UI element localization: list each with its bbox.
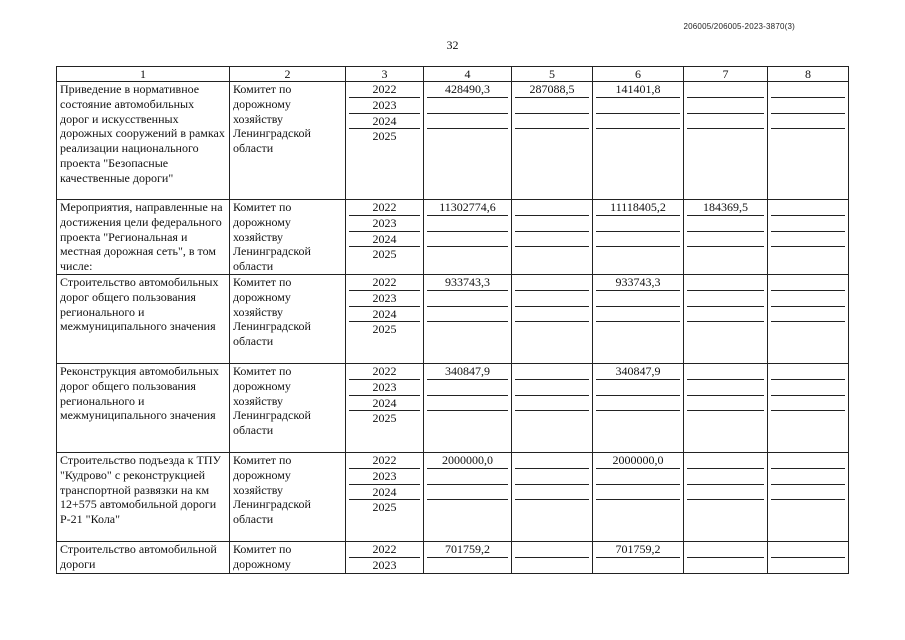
amount-value: [687, 485, 764, 501]
amount-value: [515, 500, 589, 515]
amount-cell-c4: [424, 82, 512, 200]
amount-value: [596, 485, 680, 501]
executor-cell: Комитет по дорожному хозяйству Ленинградской области: [230, 274, 346, 363]
amount-cell-c8: [768, 82, 849, 200]
amount-value: [596, 216, 680, 232]
amount-value: [427, 114, 508, 130]
amount-value: [515, 216, 589, 232]
column-header: 5: [512, 67, 593, 82]
amount-value: [771, 542, 845, 558]
amount-value: [596, 469, 680, 485]
year-cell: [346, 82, 424, 200]
amount-value: [427, 322, 508, 337]
amount-value: [771, 114, 845, 130]
amount-value: [687, 500, 764, 515]
amount-value: [427, 469, 508, 485]
amount-cell-c5: [512, 82, 593, 200]
amount-value: [515, 396, 589, 412]
measure-name-cell: Реконструкция автомобильных дорог общего пользования регионального и межмуниципального значения: [57, 363, 230, 452]
amount-value: [596, 129, 680, 144]
amount-value: [515, 453, 589, 469]
amount-value: [427, 411, 508, 426]
amount-value: [771, 558, 845, 573]
measure-name-cell: Строительство автомобильной дороги: [57, 541, 230, 573]
amount-value: [687, 396, 764, 412]
amount-value: [515, 380, 589, 396]
amount-value: [596, 232, 680, 248]
executor-cell: Комитет по дорожному хозяйству Ленинградской области: [230, 452, 346, 541]
year-value: 2024: [349, 307, 420, 323]
amount-cell-c4: [424, 452, 512, 541]
year-value: 2025: [372, 322, 397, 337]
amount-cell-c5: [512, 274, 593, 363]
year-value: 2024: [349, 114, 420, 130]
amount-value: 701759,2: [427, 542, 508, 558]
amount-value: [427, 380, 508, 396]
amount-cell-c6: [593, 363, 684, 452]
year-value: 2022: [349, 364, 420, 380]
amount-value: [515, 129, 589, 144]
year-value: 2024: [349, 396, 420, 412]
amount-value: [771, 469, 845, 485]
amount-value: [515, 542, 589, 558]
year-value: 2023: [349, 98, 420, 114]
amount-cell-c7: [684, 452, 768, 541]
amount-value: [427, 291, 508, 307]
amount-value: [515, 114, 589, 130]
amount-value: [596, 500, 680, 515]
amount-cell-c8: [768, 274, 849, 363]
amount-value: 141401,8: [596, 82, 680, 98]
amount-value: [687, 411, 764, 426]
amount-value: [687, 275, 764, 291]
year-value: 2025: [372, 411, 397, 426]
amount-cell-c7: [684, 274, 768, 363]
amount-value: 11302774,6: [427, 200, 508, 216]
amount-value: [427, 129, 508, 144]
amount-value: [771, 453, 845, 469]
amount-value: [687, 380, 764, 396]
executor-cell: Комитет по дорожному: [230, 541, 346, 573]
amount-value: [771, 232, 845, 248]
amount-cell-c7: [684, 363, 768, 452]
column-header: 6: [593, 67, 684, 82]
amount-value: [515, 411, 589, 426]
amount-value: [771, 364, 845, 380]
amount-value: [427, 500, 508, 515]
amount-value: [687, 453, 764, 469]
amount-value: [771, 129, 845, 144]
amount-value: 340847,9: [596, 364, 680, 380]
amount-value: [687, 322, 764, 337]
amount-cell-c4: [424, 541, 512, 573]
page-number: 32: [446, 38, 459, 52]
table-row: [57, 200, 849, 275]
amount-value: [771, 322, 845, 337]
table-row: [57, 363, 849, 452]
amount-value: [427, 216, 508, 232]
amount-value: [515, 291, 589, 307]
year-value: 2022: [349, 275, 420, 291]
amount-value: [771, 216, 845, 232]
amount-cell-c8: [768, 541, 849, 573]
year-cell: [346, 452, 424, 541]
amount-value: [427, 247, 508, 262]
amount-value: 701759,2: [596, 542, 680, 558]
amount-value: [687, 82, 764, 98]
amount-cell-c8: [768, 200, 849, 275]
amount-value: [427, 98, 508, 114]
amount-value: [687, 114, 764, 130]
amount-value: [687, 129, 764, 144]
amount-value: [515, 247, 589, 262]
year-value: 2023: [349, 291, 420, 307]
table-row: [57, 274, 849, 363]
amount-cell-c5: [512, 541, 593, 573]
table-row: [57, 82, 849, 200]
amount-cell-c4: [424, 200, 512, 275]
amount-value: [596, 98, 680, 114]
column-number-row: [57, 67, 849, 82]
year-value: 2022: [349, 82, 420, 98]
amount-value: [596, 396, 680, 412]
budget-table: [56, 66, 849, 574]
amount-cell-c8: [768, 452, 849, 541]
amount-value: [771, 411, 845, 426]
year-cell: [346, 363, 424, 452]
year-value: 2022: [349, 542, 420, 558]
amount-value: [596, 114, 680, 130]
amount-value: [427, 307, 508, 323]
column-header: 7: [684, 67, 768, 82]
amount-value: [596, 380, 680, 396]
amount-value: [771, 98, 845, 114]
amount-cell-c6: [593, 452, 684, 541]
executor-cell: Комитет по дорожному хозяйству Ленинградской области: [230, 82, 346, 200]
amount-cell-c6: [593, 82, 684, 200]
amount-value: [515, 322, 589, 337]
table-row: [57, 541, 849, 573]
amount-value: [515, 364, 589, 380]
amount-value: 340847,9: [427, 364, 508, 380]
amount-cell-c8: [768, 363, 849, 452]
amount-value: [771, 275, 845, 291]
amount-value: [596, 322, 680, 337]
executor-cell: Комитет по дорожному хозяйству Ленинградской области: [230, 200, 346, 275]
amount-value: [515, 307, 589, 323]
amount-value: 933743,3: [596, 275, 680, 291]
amount-value: [596, 307, 680, 323]
amount-value: [427, 396, 508, 412]
measure-name-cell: Мероприятия, направленные на достижения цели федерального проекта "Региональная и местная дорожная сеть", в том числе:: [57, 200, 230, 275]
column-header: 8: [768, 67, 849, 82]
amount-value: [515, 558, 589, 573]
year-value: 2024: [349, 232, 420, 248]
executor-cell: Комитет по дорожному хозяйству Ленинградской области: [230, 363, 346, 452]
year-cell: [346, 541, 424, 573]
amount-value: 184369,5: [687, 200, 764, 216]
amount-cell-c7: [684, 541, 768, 573]
column-header: 3: [346, 67, 424, 82]
table-row: [57, 452, 849, 541]
amount-value: [687, 469, 764, 485]
amount-value: [771, 82, 845, 98]
amount-value: [771, 307, 845, 323]
measure-name-cell: Строительство автомобильных дорог общего пользования регионального и межмуниципального значения: [57, 274, 230, 363]
year-value: 2025: [372, 129, 397, 144]
amount-value: [515, 485, 589, 501]
amount-value: [687, 247, 764, 262]
amount-value: [515, 232, 589, 248]
column-header: 1: [57, 67, 230, 82]
amount-value: [596, 247, 680, 262]
year-value: 2023: [349, 469, 420, 485]
amount-value: [687, 364, 764, 380]
year-value: 2025: [372, 247, 397, 262]
amount-cell-c4: [424, 274, 512, 363]
amount-value: [596, 411, 680, 426]
amount-value: 287088,5: [515, 82, 589, 98]
amount-value: [687, 558, 764, 573]
amount-value: [771, 396, 845, 412]
column-header: 2: [230, 67, 346, 82]
amount-value: [515, 98, 589, 114]
amount-value: [687, 232, 764, 248]
amount-value: [687, 291, 764, 307]
year-value: 2022: [349, 200, 420, 216]
amount-value: [771, 247, 845, 262]
amount-cell-c7: [684, 200, 768, 275]
amount-value: [427, 485, 508, 501]
amount-value: 2000000,0: [596, 453, 680, 469]
year-value: 2023: [349, 216, 420, 232]
amount-value: [687, 307, 764, 323]
amount-value: 2000000,0: [427, 453, 508, 469]
amount-cell-c5: [512, 363, 593, 452]
amount-value: [427, 558, 508, 573]
amount-value: [771, 500, 845, 515]
year-cell: [346, 274, 424, 363]
amount-value: [515, 275, 589, 291]
amount-value: [515, 200, 589, 216]
amount-value: 933743,3: [427, 275, 508, 291]
column-header: 4: [424, 67, 512, 82]
amount-value: [771, 485, 845, 501]
year-cell: [346, 200, 424, 275]
amount-value: [427, 232, 508, 248]
amount-value: [771, 200, 845, 216]
amount-value: 428490,3: [427, 82, 508, 98]
amount-cell-c5: [512, 452, 593, 541]
amount-value: [687, 542, 764, 558]
amount-value: [771, 380, 845, 396]
measure-name-cell: Приведение в нормативное состояние автомобильных дорог и искусственных дорожных сооружений в рамках реализации национального проекта "Безопасные качественные дороги": [57, 82, 230, 200]
amount-cell-c7: [684, 82, 768, 200]
amount-cell-c6: [593, 274, 684, 363]
amount-value: [596, 291, 680, 307]
amount-value: 11118405,2: [596, 200, 680, 216]
year-value: 2023: [372, 557, 397, 572]
amount-value: [596, 558, 680, 573]
amount-cell-c4: [424, 363, 512, 452]
measure-name-cell: Строительство подъезда к ТПУ "Кудрово" с реконструкцией транспортной развязки на км 12+575 автомобильной дороги Р-21 "Кола": [57, 452, 230, 541]
amount-value: [687, 98, 764, 114]
amount-value: [515, 469, 589, 485]
year-value: 2025: [372, 500, 397, 515]
year-value: 2024: [349, 485, 420, 501]
year-value: 2022: [349, 453, 420, 469]
amount-value: [771, 291, 845, 307]
amount-value: [687, 216, 764, 232]
year-value: 2023: [349, 380, 420, 396]
amount-cell-c6: [593, 541, 684, 573]
amount-cell-c6: [593, 200, 684, 275]
document-id: 206005/206005-2023-3870(3): [683, 22, 795, 31]
amount-cell-c5: [512, 200, 593, 275]
